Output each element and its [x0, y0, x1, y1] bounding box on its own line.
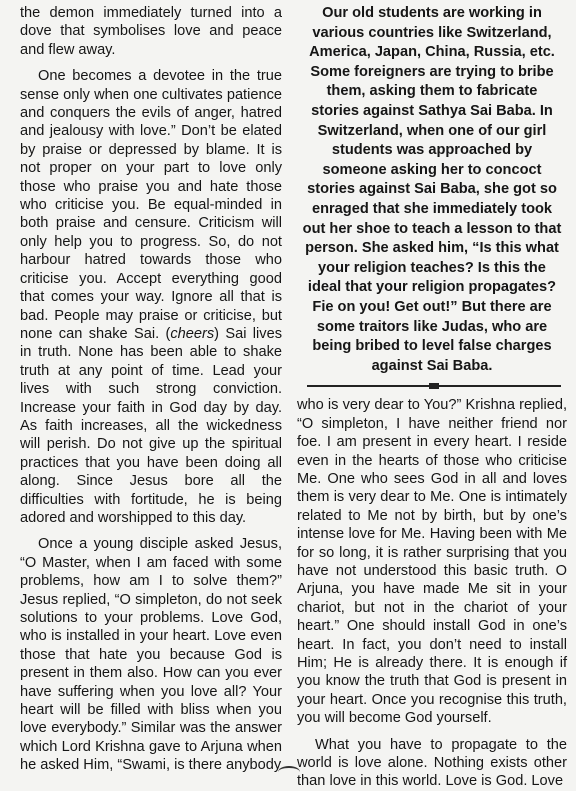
highlighted-callout: Our old students are working in various countries like Switzerland, America, Japan, China, Russia, etc. Some foreigners are trying to bribe them, asking them to fabricate stories against Sathya Sai Baba. In Switzerland, when one of our girl students was approached by someone asking her to concoct stories against Sai Baba, she got so enraged that she immediately took out her shoe to teach a lesson to that person. She asked him, “Is this what your religion teaches? Is this the ideal that your religion propagates? Fie on you! Get out!” But there are some traitors like Judas, who are being bribed to level false charges against Sai Baba.	[302, 5, 562, 374]
paragraph-devotee	[20, 67, 282, 527]
paragraph-jesus: Once a young disciple asked Jesus, “O Master, when I am faced with some problems, how am I to solve them?” Jesus replied, “O simpleton, do not seek solutions to your problems. Love God, who is installed in your heart. Love even those that hate you because God is present in them also. How can you ever have suffering when you love all? Your heart will be filled with bliss when you love everybody.” Similar was the answer which Lord Krishna gave to Arjuna when he asked Him, “Swami, is there anybody	[20, 536, 282, 774]
left-column	[20, 4, 282, 775]
page-footer-ornament	[278, 766, 300, 778]
section-divider	[307, 385, 561, 387]
paragraph-love: What you have to propagate to the world is love alone. Nothing exists other than love in this world. Love is God. Love	[297, 736, 567, 790]
right-column	[297, 4, 567, 791]
paragraph-krishna: who is very dear to You?” Krishna replied, “O simpleton, I have neither friend nor foe. I am present in every heart. I reside even in the hearts of those who criticise Me. One who sees God in all and loves them is very dear to Me. One is intimately related to Me not by birth, but by one’s intense love for Me. Having been with Me for so long, it is rather surprising that you have not understood this basic truth. O Arjuna, you have made Me sit in your chariot, but not in the chariot of your heart.” One should install God in one’s heart. In fact, you don’t need to install Him; He is already there. It is enough if you know the truth that God is present in your heart. Once you recognise this truth, you will become God yourself.	[297, 397, 567, 727]
paragraph-devotee-text-a: One becomes a devotee in the true sense only when one cultivates patience and conquers the evils of anger, hatred and jealousy with love.” Don’t be elated by praise or depressed by blame. It is not proper on your part to love only those who praise you and hate those who criticise you. Be equal-minded in both praise and censure. Criticism will only help you to progress. So, do not harbour hatred towards those who criticise you. Accept everything good that comes your way. Ignore all that is bad. People may praise or criticise, but none can shake Sai. (	[20, 68, 282, 342]
paragraph-dove: the demon immediately turned into a dove that symbolises love and peace and flew away.	[20, 5, 282, 58]
paragraph-devotee-text-b: ) Sai lives in truth. None has been able to shake truth at any point of time. Lead your lives with such strong conviction. Increase your faith in God day by day. As faith increases, all the wickedness will perish. Do not give up the spiritual practices that you have been doing all along. Since Jesus bore all the difficulties with fortitude, he is being adored and worshipped to this day.	[20, 325, 282, 526]
cheers-note: cheers	[170, 325, 215, 342]
